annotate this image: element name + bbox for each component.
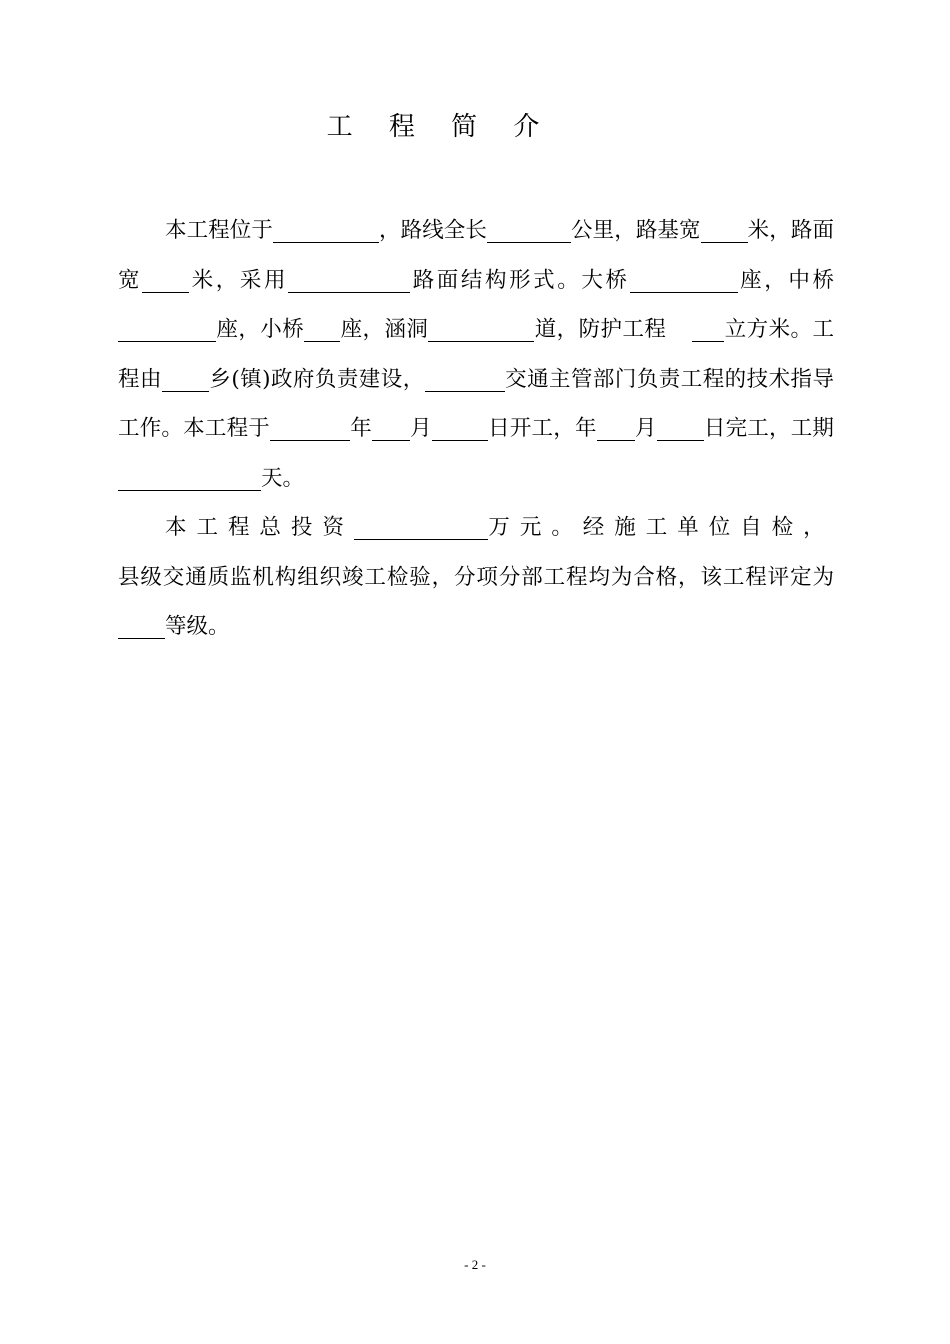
text-segment: 月 bbox=[409, 416, 432, 441]
blank-end-month[interactable] bbox=[657, 417, 704, 441]
blank-start-year[interactable] bbox=[270, 417, 350, 441]
text-segment: 本工程总投资 bbox=[165, 515, 354, 540]
text-segment: 座， bbox=[737, 267, 789, 293]
blank-pavement-width[interactable] bbox=[142, 269, 189, 293]
blank-duration-days[interactable] bbox=[118, 467, 261, 491]
page-number: - 2 - bbox=[464, 1257, 486, 1272]
text-segment: 公里，路基宽 bbox=[570, 218, 701, 243]
text-segment: 本工程位于 bbox=[165, 218, 273, 243]
text-segment: 年 bbox=[350, 416, 372, 441]
text-segment: 定为 bbox=[790, 564, 834, 590]
blank-total-investment[interactable] bbox=[354, 516, 488, 540]
blank-quality-grade[interactable] bbox=[118, 615, 165, 639]
text-segment: 道，防护工程 bbox=[534, 317, 667, 342]
blank-culverts[interactable] bbox=[428, 318, 534, 342]
text-segment: 路面宽 bbox=[118, 218, 834, 293]
document-body bbox=[118, 206, 834, 652]
text-segment: 等级。 bbox=[165, 614, 230, 639]
blank-small-bridges[interactable] bbox=[304, 318, 340, 342]
blank-transport-authority[interactable] bbox=[425, 368, 505, 392]
text-segment: 年 bbox=[574, 416, 597, 441]
blank-end-year[interactable] bbox=[597, 417, 635, 441]
blank-pavement-structure[interactable] bbox=[288, 269, 410, 293]
project-summary-paragraph bbox=[118, 206, 834, 503]
text-segment: 日完工，工期 bbox=[703, 416, 834, 441]
blank-protection-volume[interactable] bbox=[692, 318, 724, 342]
text-segment: 责工程的技术指导工作。本工程于 bbox=[118, 366, 834, 441]
text-segment: 路面结构形式。大桥 bbox=[410, 267, 630, 293]
text-segment: 天。 bbox=[261, 465, 305, 491]
text-segment: 乡(镇)政府负责建设， bbox=[208, 366, 425, 392]
investment-paragraph bbox=[118, 503, 834, 652]
blank-start-month[interactable] bbox=[372, 417, 410, 441]
blank-large-bridges[interactable] bbox=[630, 269, 738, 293]
blank-location[interactable] bbox=[273, 219, 379, 243]
blank-subgrade-width[interactable] bbox=[701, 219, 748, 243]
blank-route-length[interactable] bbox=[487, 219, 571, 243]
text-segment: 中桥 bbox=[788, 267, 834, 293]
blank-township[interactable] bbox=[162, 368, 209, 392]
page-title: 工 程 简 介 bbox=[326, 112, 554, 142]
blank-start-day[interactable] bbox=[432, 417, 488, 441]
text-segment: 县级交通质监机构组织竣工检验，分项分部工程均为合格，该工程评 bbox=[118, 564, 791, 590]
text-segment: 日开工， bbox=[487, 416, 575, 441]
text-segment: 米，采用 bbox=[189, 267, 289, 293]
text-segment: 万元。经施工单位自检， bbox=[487, 515, 834, 540]
text-segment: 座，小桥 bbox=[216, 317, 305, 342]
text-segment: ，路线全长 bbox=[378, 218, 487, 243]
text-segment: 月 bbox=[634, 416, 657, 441]
text-segment: 米， bbox=[747, 218, 791, 243]
blank-medium-bridges[interactable] bbox=[118, 318, 216, 342]
text-segment: 座，涵洞 bbox=[340, 317, 429, 342]
text-segment: 交通主管部门负 bbox=[504, 366, 659, 392]
text-segment: 立方米。工程由 bbox=[118, 317, 834, 392]
